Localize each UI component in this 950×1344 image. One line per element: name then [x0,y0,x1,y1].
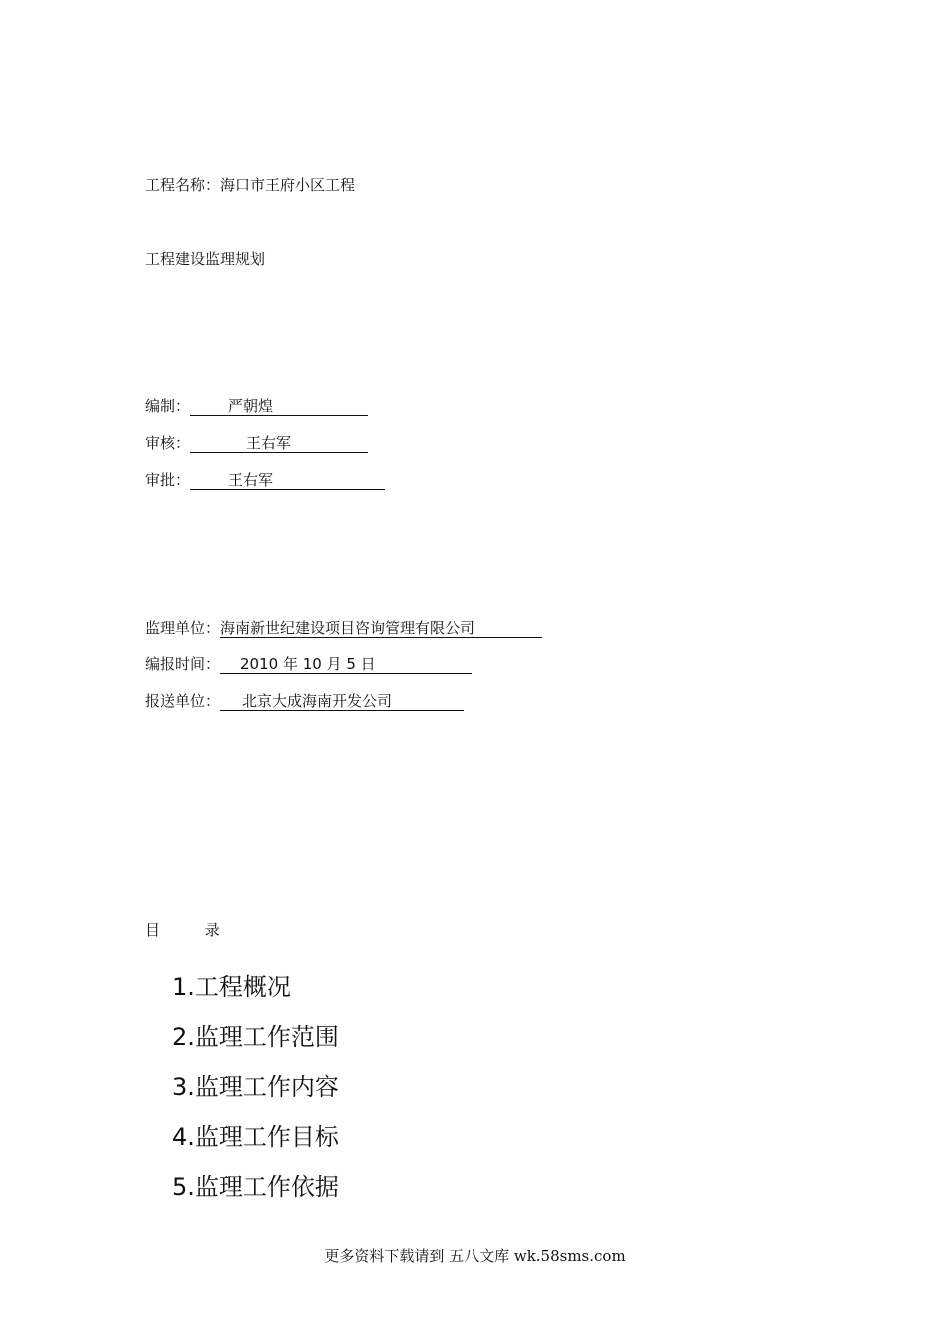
signature-line [190,434,368,453]
recipient-unit-label: 报送单位： [145,692,221,710]
report-date-underline [220,655,472,674]
signature-reviewed [145,433,368,453]
supervision-unit-line [145,618,542,638]
signature-value: 王右军 [228,471,274,489]
toc-item [172,1112,339,1162]
signature-value: 严朝煌 [228,397,274,415]
toc-title: 目 录 [145,921,240,939]
signature-line [190,397,368,416]
signature-label: 编制： [145,397,191,415]
toc-item-text: 监理工作范围 [194,1023,339,1051]
report-date-line [145,654,472,674]
signature-label: 审批： [145,471,191,489]
toc-item [172,1062,339,1112]
toc-item-text: 监理工作依据 [194,1173,339,1201]
supervision-unit-underline [220,619,542,638]
project-name-line [145,175,355,195]
toc-item-number: 2. [172,1023,195,1051]
toc-item-number: 5. [172,1173,195,1201]
toc-item-number: 3. [172,1073,195,1101]
project-name-value: 海口市王府小区工程 [220,176,356,194]
toc-item-number: 1. [172,973,195,1001]
toc-item-text: 监理工作内容 [194,1073,339,1101]
recipient-unit-value: 北京大成海南开发公司 [242,692,393,710]
recipient-unit-underline [220,692,464,711]
toc-item [172,1012,339,1062]
supervision-unit-label: 监理单位： [145,619,221,637]
recipient-unit-line [145,691,464,711]
signature-label: 审核： [145,434,191,452]
signature-line [190,471,385,490]
document-title: 工程建设监理规划 [145,250,266,268]
signature-value: 王右军 [246,434,292,452]
signature-approved [145,470,385,490]
footer-note: 更多资料下载请到 五八文库 wk.58sms.com [324,1247,626,1265]
signature-compiled [145,396,368,416]
toc-item-text: 工程概况 [194,973,291,1001]
report-date-label: 编报时间： [145,655,221,673]
report-date-value: 2010 年 10 月 5 日 [240,655,376,673]
toc-item [172,962,339,1012]
toc-item-text: 监理工作目标 [194,1123,339,1151]
toc-item-number: 4. [172,1123,195,1151]
supervision-unit-value: 海南新世纪建设项目咨询管理有限公司 [220,619,476,637]
toc-item [172,1162,339,1212]
toc-list [172,962,339,1212]
project-name-label: 工程名称： [145,176,221,194]
